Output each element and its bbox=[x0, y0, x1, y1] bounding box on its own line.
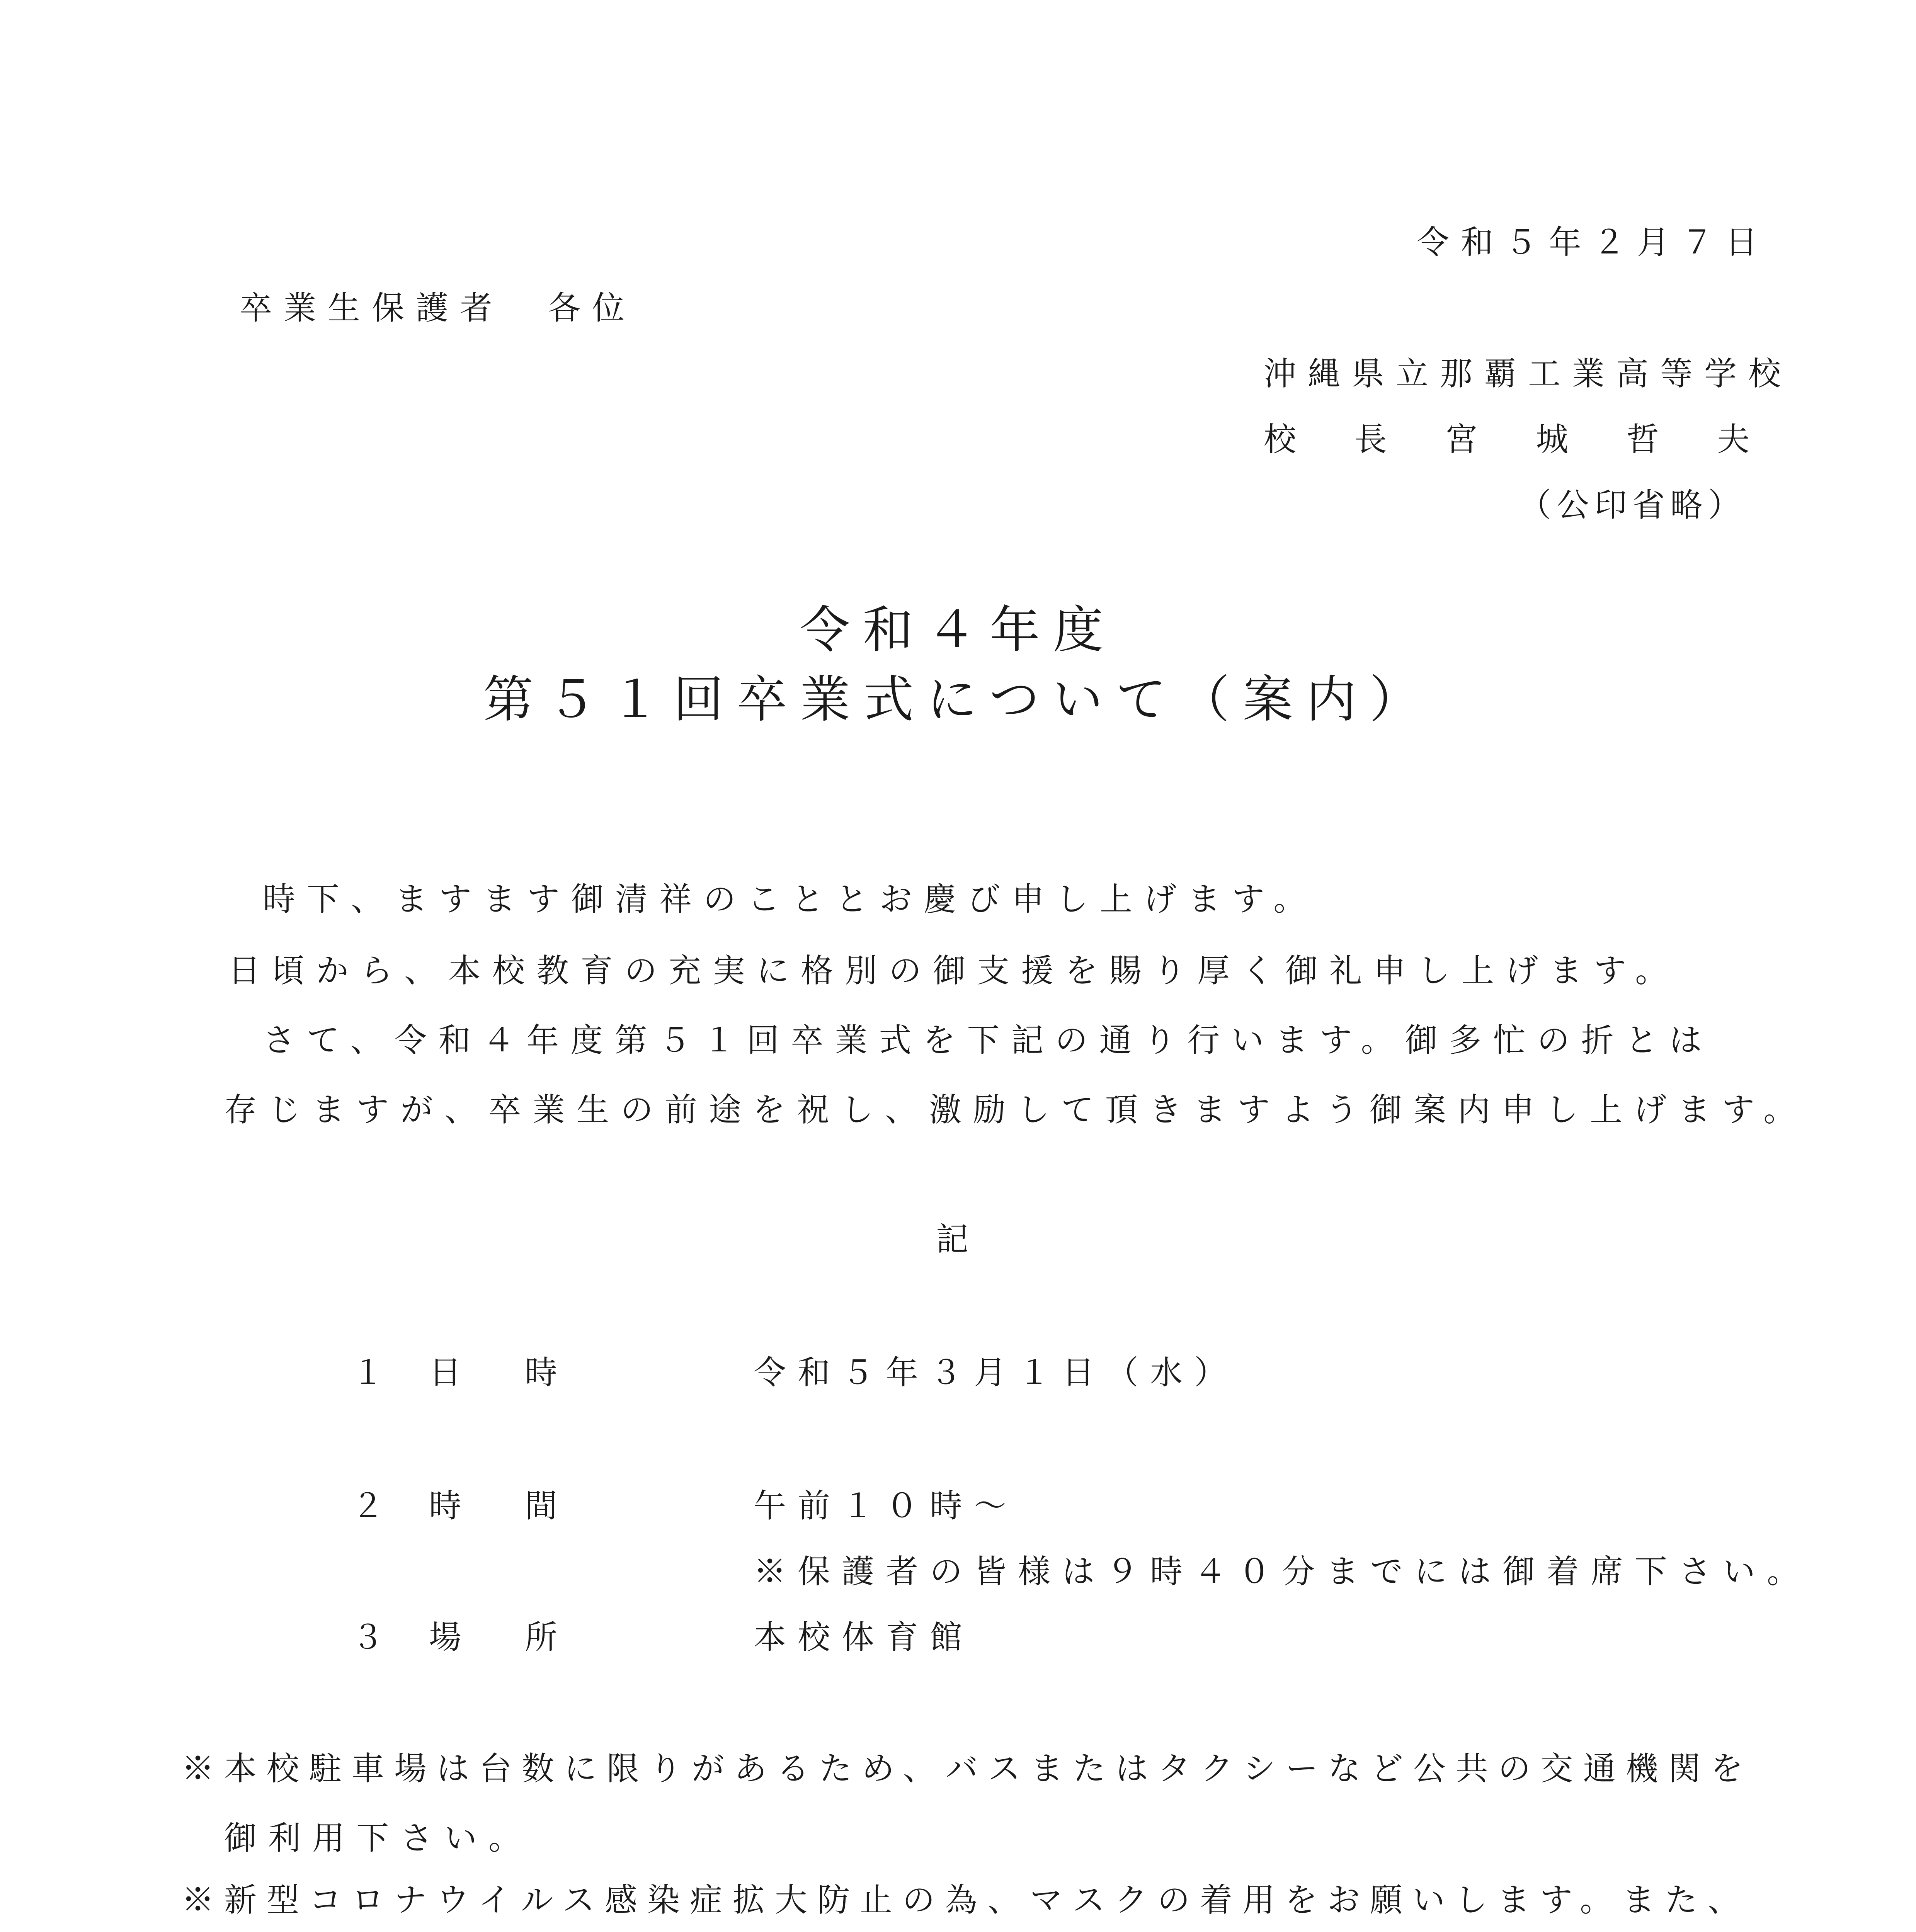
document-date: 令和５年２月７日 bbox=[1416, 223, 1769, 261]
body-line-3: さて、令和４年度第５１回卒業式を下記の通り行います。御多忙の折とは bbox=[263, 1021, 1714, 1059]
item-2-value: 午前１０時～ bbox=[754, 1487, 1018, 1525]
principal-name: 校 長 宮 城 哲 夫 bbox=[1264, 420, 1774, 458]
note-1-line-2: 御利用下さい。 bbox=[224, 1819, 533, 1857]
school-name: 沖縄県立那覇工業高等学校 bbox=[1264, 355, 1793, 393]
item-1-value: 令和５年３月１日（水） bbox=[754, 1354, 1239, 1391]
seal-note: （公印省略） bbox=[1518, 486, 1746, 524]
title-line-1: 令和４年度 bbox=[799, 600, 1116, 659]
body-line-2: 日頃から、本校教育の充実に格別の御支援を賜り厚く御礼申し上げます。 bbox=[228, 952, 1679, 990]
addressee: 卒業生保護者 各位 bbox=[240, 289, 636, 327]
item-1-number: １ bbox=[352, 1354, 396, 1391]
item-1-label: 日 時 bbox=[429, 1354, 573, 1391]
item-2-number: ２ bbox=[352, 1487, 396, 1525]
item-3-number: ３ bbox=[352, 1618, 396, 1656]
item-3-value: 本校体育館 bbox=[754, 1618, 974, 1656]
note-1-line-1: ※本校駐車場は台数に限りがあるため、バスまたはタクシーなど公共の交通機関を bbox=[182, 1750, 1753, 1787]
item-3-label: 場 所 bbox=[429, 1618, 573, 1656]
page-title: 第５１回卒業式について（案内） bbox=[483, 670, 1433, 729]
body-line-4: 存じますが、卒業生の前途を祝し、激励して頂きますよう御案内申し上げます。 bbox=[224, 1091, 1808, 1129]
ki-heading: 記 bbox=[936, 1220, 980, 1258]
body-line-1: 時下、ますます御清祥のこととお慶び申し上げます。 bbox=[263, 880, 1318, 918]
item-2-note: ※保護者の皆様は９時４０分までには御着席下さい。 bbox=[754, 1553, 1811, 1590]
item-2-label: 時 間 bbox=[429, 1487, 573, 1525]
note-2-line-1: ※新型コロナウイルス感染症拡大防止の為、マスクの着用をお願いします。また、 bbox=[182, 1881, 1750, 1919]
